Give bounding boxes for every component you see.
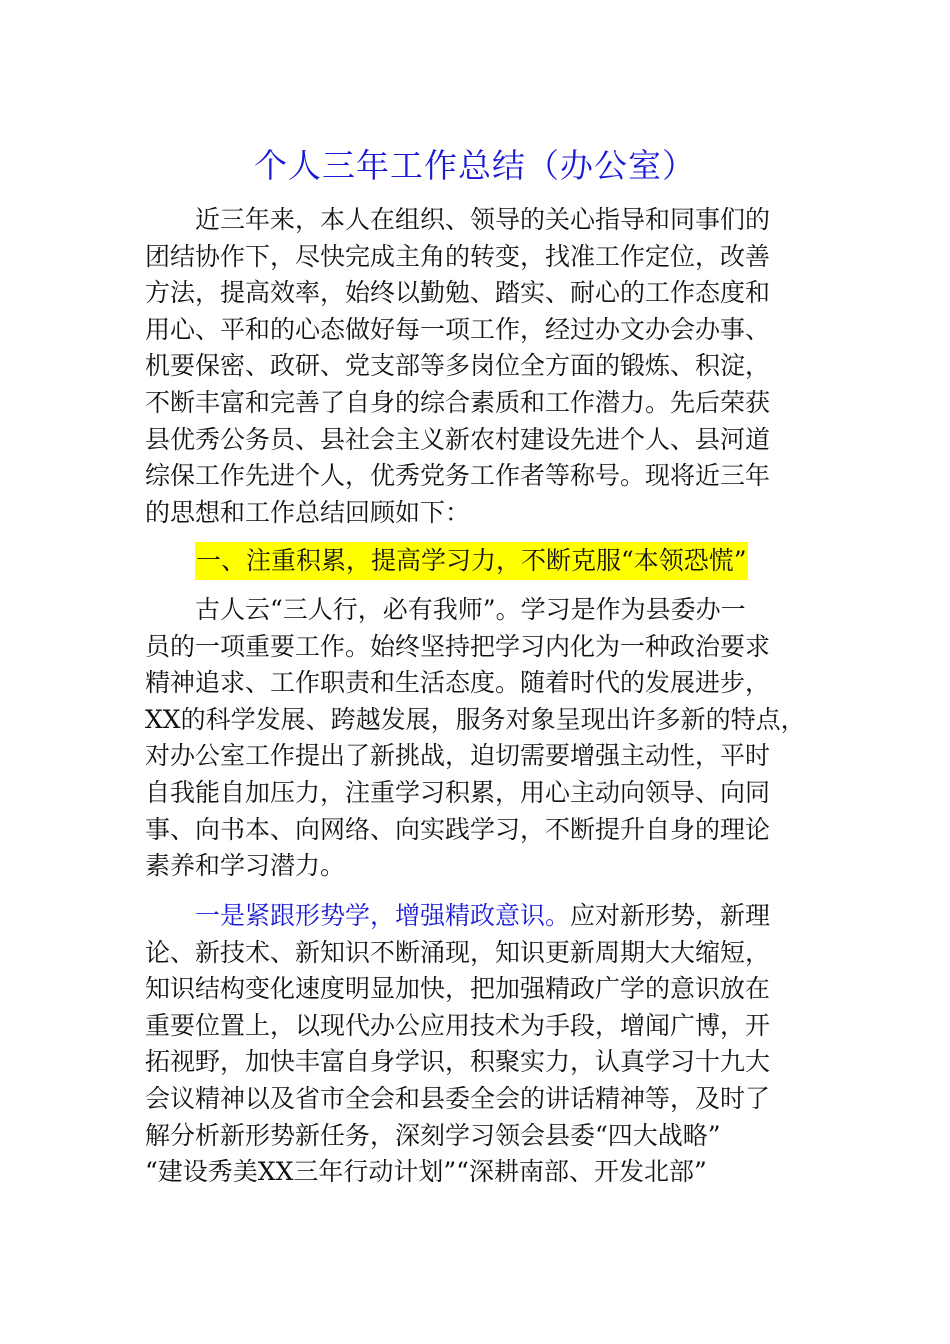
paragraph-line: “建设秀美XX三年行动计划”“深耕南部、开发北部” <box>145 1157 707 1187</box>
document-title: 个人三年工作总结（办公室） <box>254 146 696 185</box>
paragraph-line: 县优秀公务员、县社会主义新农村建设先进个人、县河道 <box>145 424 771 454</box>
paragraph-line: 用心、平和的心态做好每一项工作，经过办文办会办事、 <box>145 314 771 344</box>
section1-paragraph <box>145 592 810 885</box>
paragraph-line: 论、新技术、新知识不断涌现，知识更新周期大大缩短， <box>145 937 771 967</box>
paragraph-line: 精神追求、工作职责和生活态度。随着时代的发展进步， <box>145 668 771 698</box>
intro-paragraph <box>145 202 810 531</box>
paragraph-line: 对办公室工作提出了新挑战，迫切需要增强主动性，平时 <box>145 741 771 771</box>
paragraph-line: 解分析新形势新任务，深刻学习领会县委“四大战略” <box>145 1120 721 1150</box>
paragraph-line: 素养和学习潜力。 <box>145 851 346 881</box>
paragraph-line: 员的一项重要工作。始终坚持把学习内化为一种政治要求 <box>145 631 771 661</box>
paragraph-line: 事、向书本、向网络、向实践学习，不断提升自身的理论 <box>145 814 771 844</box>
paragraph-line: 近三年来，本人在组织、领导的关心指导和同事们的 <box>195 205 771 234</box>
paragraph-line: 重要位置上，以现代办公应用技术为手段，增闻广博，开 <box>145 1010 771 1040</box>
section-heading-highlighted: 一、注重积累，提高学习力，不断克服“本领恐慌” <box>195 542 748 580</box>
paragraph-line: 会议精神以及省市全会和县委全会的讲话精神等，及时了 <box>145 1083 771 1113</box>
subsection1-paragraph <box>145 898 810 1191</box>
paragraph-line: 的思想和工作总结回顾如下： <box>145 497 471 527</box>
paragraph-line: 知识结构变化速度明显加快，把加强精政广学的意识放在 <box>145 974 771 1004</box>
paragraph-line: XX的科学发展、跨越发展，服务对象呈现出许多新的特点， <box>145 704 806 734</box>
paragraph-first-line <box>145 898 810 935</box>
paragraph-line: 不断丰富和完善了自身的综合素质和工作潜力。先后荣获 <box>145 387 771 417</box>
paragraph-line: 拓视野，加快丰富自身学识，积聚实力，认真学习十九大 <box>145 1047 771 1077</box>
paragraph-line: 方法，提高效率，始终以勤勉、踏实、耐心的工作态度和 <box>145 278 771 308</box>
paragraph-line: 自我能自加压力，注重学习积累，用心主动向领导、向同 <box>145 777 771 807</box>
subsection-lead-blue: 一是紧跟形势学，增强精政意识。 <box>195 901 571 930</box>
paragraph-line: 团结协作下，尽快完成主角的转变，找准工作定位，改善 <box>145 241 771 271</box>
paragraph-line-rest: 应对新形势，新理 <box>570 901 771 930</box>
paragraph-line: 古人云“三人行，必有我师”。学习是作为县委办一 <box>195 595 746 624</box>
paragraph-line: 机要保密、政研、党支部等多岗位全方面的锻炼、积淀， <box>145 351 771 381</box>
paragraph-line: 综保工作先进个人，优秀党务工作者等称号。现将近三年 <box>145 461 771 491</box>
